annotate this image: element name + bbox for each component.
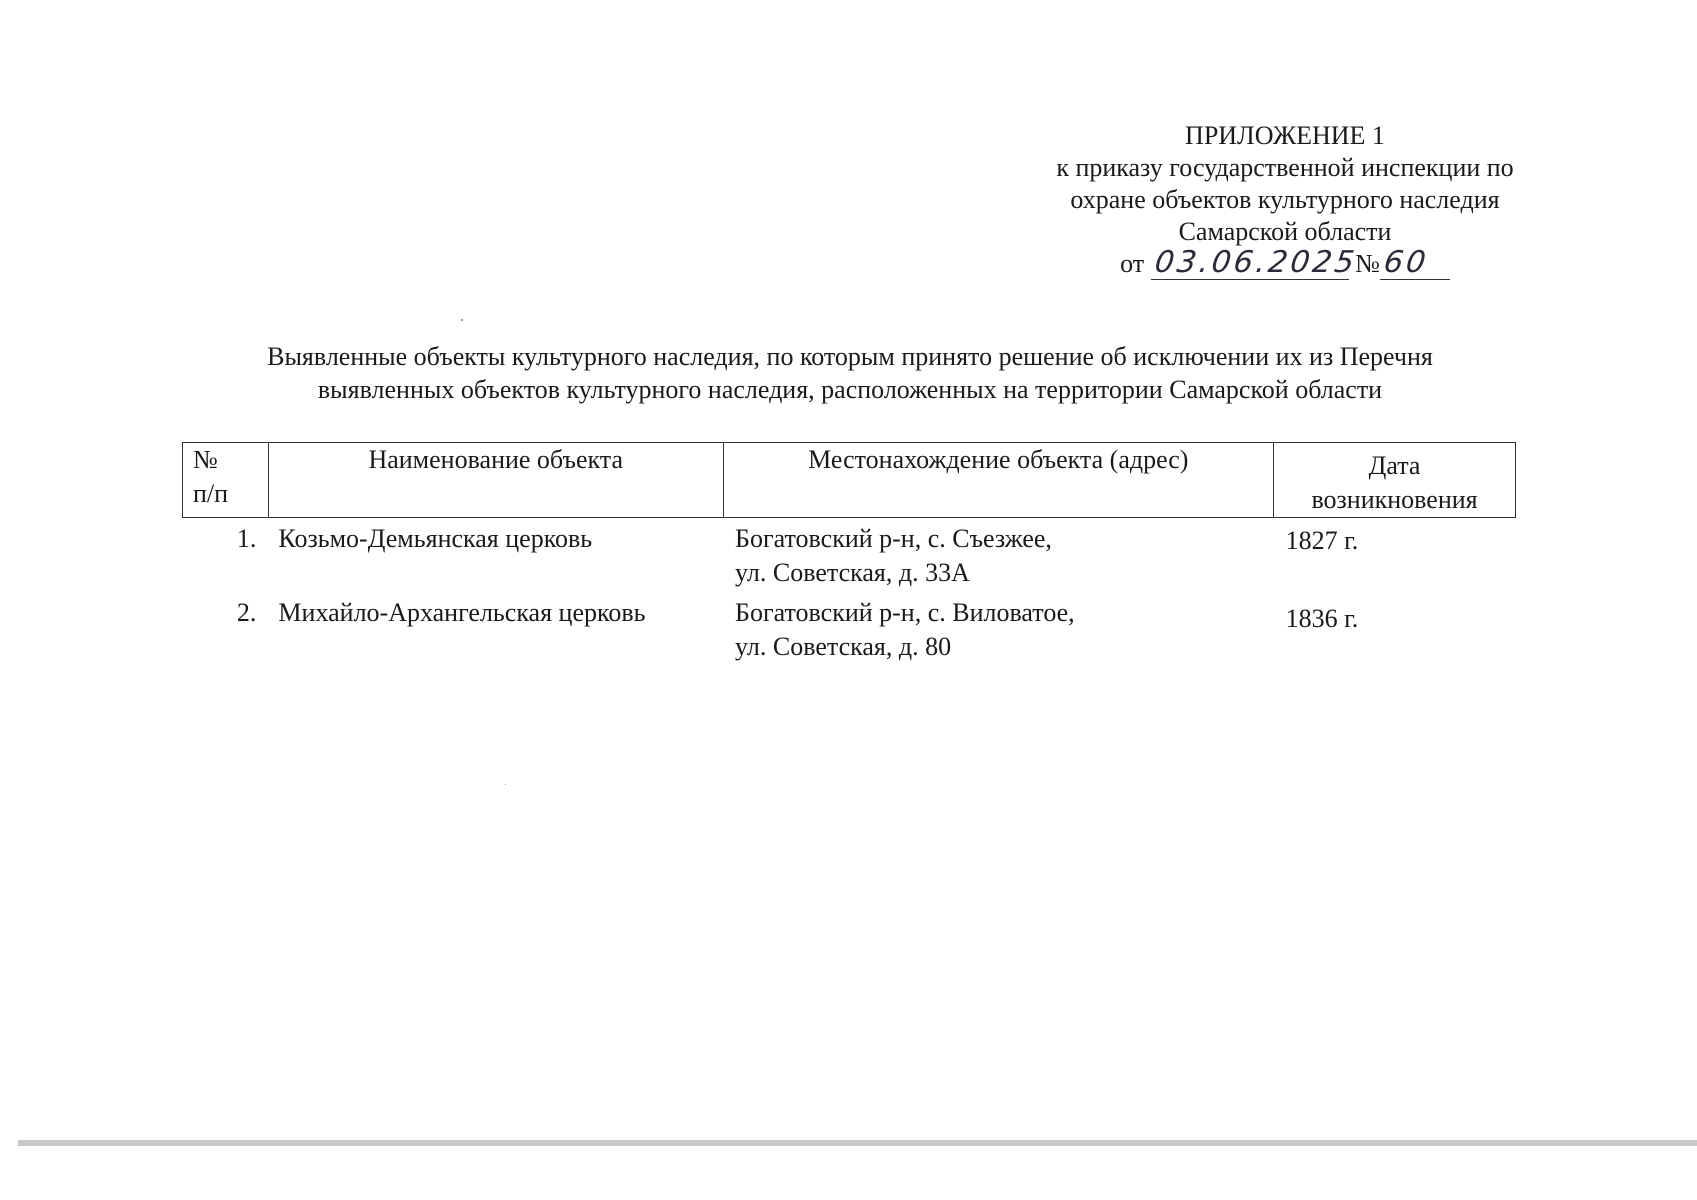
table-row — [183, 590, 1516, 664]
row-number: 2. — [236, 598, 257, 627]
object-address — [723, 590, 1274, 664]
address-line-1: Богатовский р-н, с. Съезжее, — [735, 524, 1052, 553]
address-line-2: ул. Советская, д. 33А — [735, 558, 970, 587]
table-row — [183, 518, 1516, 591]
object-date: 1827 г. — [1285, 526, 1359, 555]
from-label: от — [1120, 249, 1145, 278]
scan-edge-bar — [18, 1140, 1697, 1146]
header-date — [1274, 443, 1516, 518]
object-date: 1836 г. — [1285, 604, 1359, 633]
number-label: № — [1355, 249, 1380, 278]
header-name: Наименование объекта — [268, 443, 723, 518]
table-header-row — [183, 443, 1516, 518]
handwritten-date: 03.06.2025 — [1152, 245, 1359, 280]
header-date-line-2: возникновения — [1311, 485, 1478, 514]
header-date-line-1: Дата — [1368, 451, 1421, 480]
appendix-title: ПРИЛОЖЕНИЕ 1 — [1185, 121, 1385, 150]
appendix-line-2: охране объектов культурного наследия — [1070, 185, 1500, 214]
date-field — [1151, 245, 1359, 280]
object-name: Михайло-Архангельская церковь — [278, 598, 646, 627]
header-address: Местонахождение объекта (адрес) — [723, 443, 1274, 518]
order-reference-line — [1120, 245, 1450, 280]
document-title-line-1: Выявленные объекты культурного наследия, по которым принято решение об исключении их из Перечня — [267, 342, 1433, 371]
row-number: 1. — [236, 524, 257, 553]
address-line-1: Богатовский р-н, с. Виловатое, — [735, 598, 1075, 627]
appendix-header — [1030, 120, 1540, 280]
appendix-line-3: Самарской области — [1178, 217, 1392, 246]
appendix-line-1: к приказу государственной инспекции по — [1056, 153, 1514, 182]
scan-speck — [505, 784, 506, 785]
address-line-2: ул. Советская, д. 80 — [735, 632, 952, 661]
object-name: Козьмо-Демьянская церковь — [278, 524, 593, 553]
heritage-objects-table — [182, 442, 1516, 664]
document-title-line-2: выявленных объектов культурного наследия, расположенных на территории Самарской области — [317, 375, 1383, 404]
handwritten-number: 60 — [1381, 245, 1431, 280]
header-number-line-1: № — [193, 445, 218, 474]
order-reference — [1030, 245, 1540, 280]
header-number — [183, 443, 269, 518]
document-title — [180, 340, 1520, 406]
scan-speck — [461, 319, 463, 321]
header-number-line-2: п/п — [193, 479, 229, 508]
number-field — [1380, 245, 1450, 280]
object-address — [723, 518, 1274, 591]
